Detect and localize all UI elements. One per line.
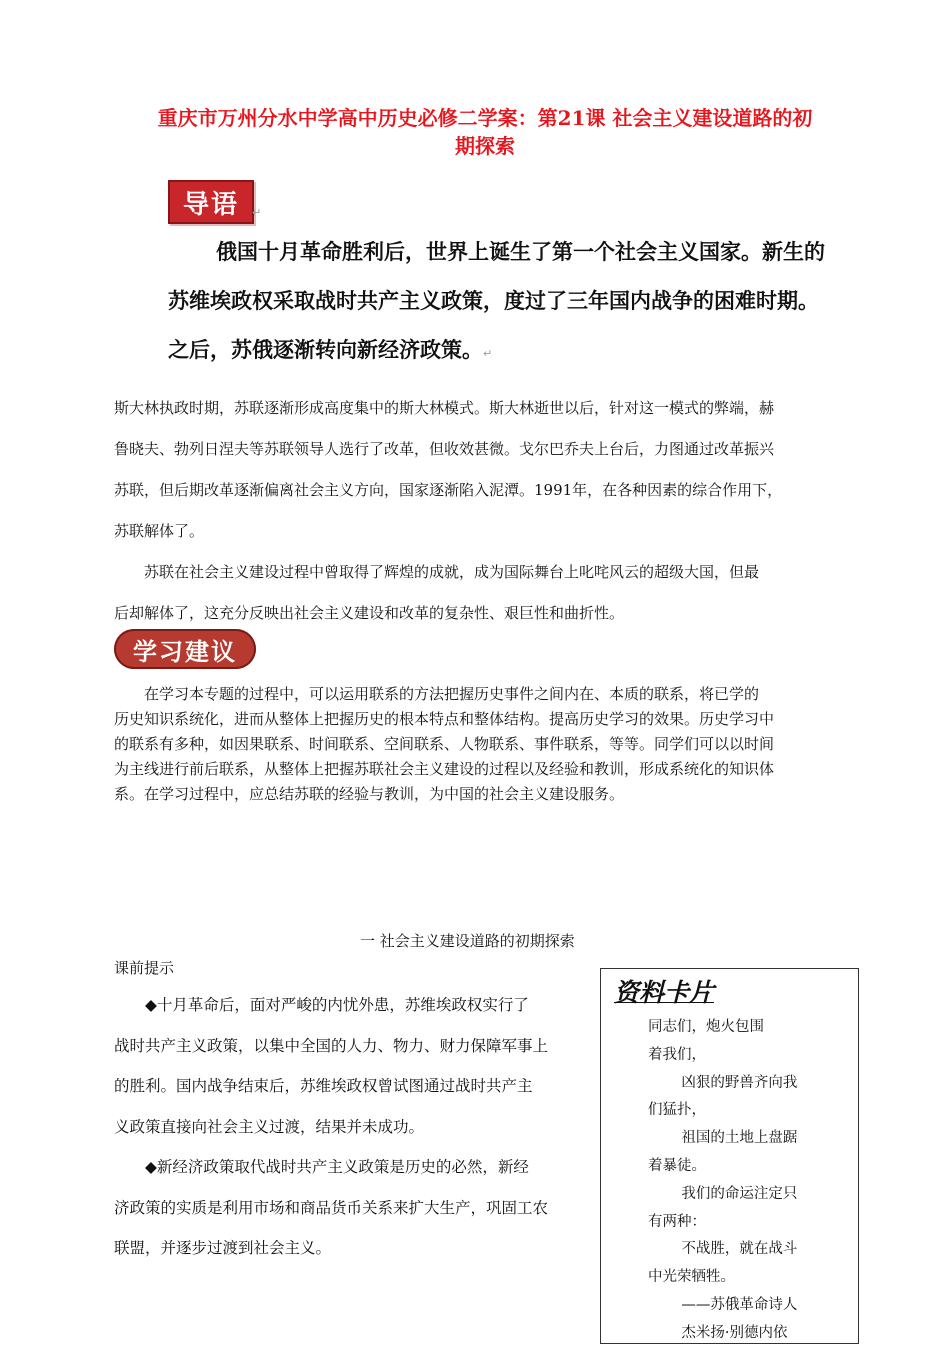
section-subheading: 课前提示 [114,959,175,977]
title-line-2: 期探索 [455,134,515,158]
title-line-1: 重庆市万州分水中学高中历史必修二学案：第21课 社会主义建设道路的初 [157,106,813,130]
poem-line: 同志们，炮火包围 [648,1019,764,1035]
study-advice-line: 在学习本专题的过程中，可以运用联系的方法把握历史事件之间内在、本质的联系，将已学的 [144,685,760,703]
poem-line: 祖国的土地上盘踞 [681,1130,798,1147]
study-advice-line: 为主线进行前后联系，从整体上把握苏联社会主义建设的过程以及经验和教训，形成系统化的知识体 [114,760,775,778]
section-body [114,985,592,1269]
data-card-title: 资料卡片 [614,978,715,1007]
overview-paragraphs [114,388,864,634]
section-line: 的胜利。国内战争结束后，苏维埃政权曾试图通过战时共产主 [114,1077,533,1095]
poem-line: 中光荣牺牲。 [648,1269,735,1286]
overview-line: 斯大林执政时期，苏联逐渐形成高度集中的斯大林模式。斯大林逝世以后，针对这一模式的弊端，赫 [114,399,775,417]
poem-line: 们猛扑， [648,1102,706,1119]
section-line: ◆新经济政策取代战时共产主义政策是历史的必然，新经 [145,1158,529,1176]
poem-line: 着我们， [648,1046,706,1063]
section-line: ◆十月革命后，面对严峻的内忧外患，苏维埃政权实行了 [145,996,529,1014]
study-advice-badge: 学习建议 [114,629,256,669]
poem-attribution: ——苏俄革命诗人 [681,1296,798,1313]
overview-line: 苏联解体了。 [114,522,205,540]
poem-line: 凶狠的野兽齐向我 [681,1074,798,1091]
study-advice-paragraph [114,682,864,807]
overview-line: 苏联，但后期改革逐渐偏离社会主义方向，国家逐渐陷入泥潭。1991年，在各种因素的综合作用下， [114,481,783,499]
study-advice-line: 的联系有多种，如因果联系、时间联系、空间联系、人物联系、事件联系，等等。同学们可以以时间 [114,735,775,753]
poem-author: 杰米扬·别德内依 [681,1324,788,1341]
return-mark-icon: ↵ [252,206,262,219]
return-mark-icon: ↵ [483,347,493,360]
section-line: 联盟，并逐步过渡到社会主义。 [114,1239,332,1257]
overview-line: 后却解体了，这充分反映出社会主义建设和改革的复杂性、艰巨性和曲折性。 [114,604,625,622]
intro-line-3 [168,326,908,378]
section-line: 济政策的实质是利用市场和商品货币关系来扩大生产，巩固工农 [114,1198,549,1217]
overview-line: 鲁晓夫、勃列日涅夫等苏联领导人选行了改革，但收效甚微。戈尔巴乔夫上台后，力图通过改革振兴 [114,440,775,458]
section-heading: 一 社会主义建设道路的初期探索 [360,932,575,950]
poem-line: 有两种： [648,1213,706,1230]
poem-line: 我们的命运注定只 [681,1185,798,1202]
section-line: 战时共产主义政策，以集中全国的人力、物力、财力保障军事上 [114,1036,549,1055]
study-advice-line: 历史知识系统化，进而从整体上把握历史的根本特点和整体结构。提高历史学习的效果。历史学习中 [114,710,775,728]
intro-line-2: 苏维埃政权采取战时共产主义政策，度过了三年国内战争的困难时期。 [168,289,819,313]
overview-line: 苏联在社会主义建设过程中曾取得了辉煌的成就，成为国际舞台上叱咤风云的超级大国，但最 [144,563,760,581]
section-line: 义政策直接向社会主义过渡，结果并未成功。 [114,1117,425,1136]
intro-line-3-text: 之后，苏俄逐渐转向新经济政策。 [168,338,483,362]
poem-line: 着暴徒。 [648,1157,706,1174]
intro-badge: 导语 [168,180,254,224]
intro-line-1: 俄国十月革命胜利后，世界上诞生了第一个社会主义国家。新生的 [216,240,825,264]
study-advice-line: 系。在学习过程中，应总结苏联的经验与教训，为中国的社会主义建设服务。 [114,785,625,803]
document-title [100,104,870,160]
poem-line: 不战胜，就在战斗 [681,1241,798,1258]
data-card-poem [648,1014,820,1348]
intro-text [168,228,908,378]
